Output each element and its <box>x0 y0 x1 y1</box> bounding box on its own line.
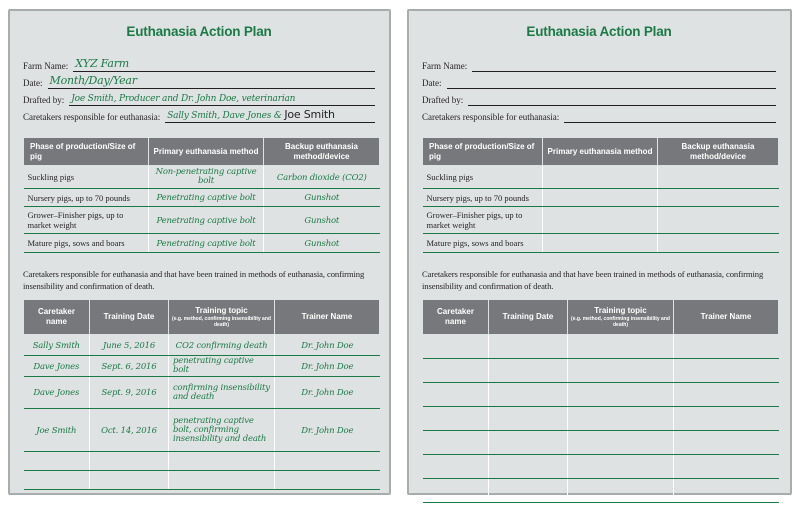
caretaker-cell[interactable] <box>423 359 489 383</box>
drafted-by-line[interactable] <box>468 91 776 106</box>
training-date-header: Training Date <box>90 300 169 335</box>
trainer-cell[interactable] <box>275 335 380 356</box>
date-value: Sept. 9, 2016 <box>101 388 157 398</box>
caretaker-value: Sally Smith <box>32 340 80 351</box>
backup-value: Gunshot <box>304 238 340 249</box>
table-row <box>423 431 779 455</box>
caretaker-cell[interactable] <box>423 479 489 503</box>
backup-cell[interactable] <box>264 189 380 207</box>
backup-cell[interactable] <box>658 166 779 189</box>
primary-header: Primary euthanasia method <box>543 138 658 166</box>
caretakers-field <box>23 106 375 123</box>
backup-cell[interactable] <box>264 166 380 189</box>
trainer-name-header: Trainer Name <box>674 300 779 335</box>
caretakers-value <box>167 108 335 121</box>
table-row <box>24 234 380 253</box>
backup-value: Carbon dioxide (CO2) <box>276 172 367 183</box>
date-cell[interactable] <box>489 359 568 383</box>
table-row <box>24 452 380 471</box>
form-title: Euthanasia Action Plan <box>126 24 272 39</box>
backup-value: Gunshot <box>304 193 340 203</box>
trainer-cell[interactable] <box>674 335 779 359</box>
phase-header: Phase of production/Size of pig <box>24 138 149 166</box>
date-cell[interactable] <box>489 407 568 431</box>
trained-caretakers-text: Caretakers responsible for euthanasia and that have been trained in methods of euthanasia, confirming insensibility and confirmation of death. <box>422 269 764 291</box>
drafted-by-field <box>23 89 375 106</box>
phase-cell: Mature pigs, sows and boars <box>24 234 149 253</box>
header-fields <box>422 55 776 123</box>
phase-cell: Grower–Finisher pigs, up to market weight <box>423 207 543 234</box>
caretaker-name-header: Caretaker name <box>423 300 489 335</box>
table-row <box>423 166 779 189</box>
filled-action-plan-form <box>8 9 391 495</box>
topic-cell[interactable] <box>169 356 275 377</box>
training-topic-header <box>169 300 275 335</box>
primary-value: Penetrating captive bolt <box>156 193 256 203</box>
farm-name-line[interactable] <box>472 57 776 72</box>
topic-cell[interactable] <box>169 335 275 356</box>
primary-cell[interactable] <box>149 207 264 234</box>
caretaker-value: Joe Smith <box>36 425 77 436</box>
trainer-cell[interactable] <box>275 377 380 409</box>
primary-cell[interactable] <box>543 166 658 189</box>
topic-cell[interactable] <box>169 452 275 471</box>
drafted-by-value: Joe Smith, Producer and Dr. John Doe, veterinarian <box>71 94 296 104</box>
primary-cell[interactable] <box>543 234 658 253</box>
training-header-row <box>423 300 779 335</box>
caretaker-cell[interactable] <box>423 455 489 479</box>
header-fields <box>23 55 375 123</box>
methods-header-row <box>24 138 380 166</box>
topic-cell[interactable] <box>568 383 674 407</box>
date-cell[interactable] <box>489 383 568 407</box>
trainer-value: Dr. John Doe <box>301 425 354 436</box>
primary-value: Penetrating captive bolt <box>156 238 256 249</box>
table-row <box>423 383 779 407</box>
caretaker-cell[interactable] <box>24 471 90 490</box>
table-row <box>24 356 380 377</box>
training-topic-subtitle: (e.g. method, confirming insensibility and death) <box>172 316 271 328</box>
table-row <box>24 207 380 234</box>
training-table <box>422 299 779 503</box>
primary-value: Non-penetrating captive bolt <box>155 167 257 186</box>
date-value: Sept. 6, 2016 <box>101 361 157 372</box>
date-cell[interactable] <box>90 471 169 490</box>
phase-cell: Mature pigs, sows and boars <box>423 234 543 253</box>
trainer-cell[interactable] <box>275 452 380 471</box>
table-row <box>24 189 380 207</box>
training-topic-subtitle: (e.g. method, confirming insensibility and death) <box>571 316 670 328</box>
methods-table <box>23 137 380 253</box>
farm-name-value: XYZ Farm <box>75 57 130 70</box>
backup-header: Backup euthanasia method/device <box>658 138 779 166</box>
training-topic-title: Training topic <box>195 306 248 315</box>
trainer-value: Dr. John Doe <box>301 388 354 398</box>
caretakers-value-extra: Joe Smith <box>284 108 335 121</box>
table-row <box>24 166 380 189</box>
primary-cell[interactable] <box>543 207 658 234</box>
topic-value: penetrating captive bolt, confirming insensibility and death <box>173 415 267 444</box>
topic-value: CO2 confirming death <box>175 340 268 351</box>
primary-cell[interactable] <box>149 189 264 207</box>
date-cell[interactable] <box>90 377 169 409</box>
trainer-value: Dr. John Doe <box>301 340 354 351</box>
date-label: Date: <box>422 78 442 88</box>
form-title: Euthanasia Action Plan <box>526 24 672 39</box>
drafted-by-field <box>422 89 776 106</box>
table-row <box>423 407 779 431</box>
table-row <box>423 234 779 253</box>
topic-cell[interactable] <box>568 407 674 431</box>
caretakers-value-main: Sally Smith, Dave Jones & <box>167 111 282 121</box>
caretaker-cell[interactable] <box>423 431 489 455</box>
caretakers-field <box>422 106 776 123</box>
caretaker-cell[interactable] <box>423 383 489 407</box>
methods-header-row <box>423 138 779 166</box>
caretakers-label: Caretakers responsible for euthanasia: <box>422 112 560 122</box>
farm-name-label: Farm Name: <box>422 61 468 71</box>
drafted-by-label: Drafted by: <box>23 95 65 105</box>
caretaker-value: Dave Jones <box>33 388 80 398</box>
primary-cell[interactable] <box>149 234 264 253</box>
primary-header: Primary euthanasia method <box>149 138 264 166</box>
methods-table <box>422 137 779 253</box>
date-line[interactable] <box>48 74 376 89</box>
primary-cell[interactable] <box>149 166 264 189</box>
date-cell[interactable] <box>489 479 568 503</box>
caretaker-cell[interactable] <box>423 407 489 431</box>
drafted-by-label: Drafted by: <box>422 95 464 105</box>
topic-cell[interactable] <box>169 409 275 452</box>
date-cell[interactable] <box>489 455 568 479</box>
table-row <box>24 409 380 452</box>
trainer-cell[interactable] <box>674 479 779 503</box>
training-topic-title: Training topic <box>594 306 647 315</box>
topic-cell[interactable] <box>568 431 674 455</box>
date-field <box>23 72 375 89</box>
trained-caretakers-text: Caretakers responsible for euthanasia and that have been trained in methods of euthanasia, confirming insensibility and confirmation of death. <box>23 269 365 291</box>
table-row <box>423 335 779 359</box>
caretaker-cell[interactable] <box>24 356 90 377</box>
caretaker-cell[interactable] <box>24 452 90 471</box>
backup-cell[interactable] <box>658 234 779 253</box>
topic-value: confirming insensibility and death <box>173 382 270 402</box>
topic-cell[interactable] <box>568 359 674 383</box>
caretaker-cell[interactable] <box>423 335 489 359</box>
caretakers-line[interactable] <box>564 108 776 123</box>
caretaker-name-header: Caretaker name <box>24 300 90 335</box>
primary-cell[interactable] <box>543 189 658 207</box>
training-date-header: Training Date <box>489 300 568 335</box>
table-row <box>423 207 779 234</box>
trainer-cell[interactable] <box>275 409 380 452</box>
caretaker-cell[interactable] <box>24 335 90 356</box>
table-row <box>423 479 779 503</box>
caretakers-label: Caretakers responsible for euthanasia: <box>23 112 161 122</box>
date-cell[interactable] <box>90 452 169 471</box>
backup-cell[interactable] <box>264 234 380 253</box>
backup-value: Gunshot <box>304 215 340 226</box>
caretaker-cell[interactable] <box>24 409 90 452</box>
table-row <box>423 189 779 207</box>
date-value: Month/Day/Year <box>49 74 137 87</box>
backup-cell[interactable] <box>658 189 779 207</box>
caretaker-cell[interactable] <box>24 377 90 409</box>
trainer-cell[interactable] <box>674 359 779 383</box>
training-header-row <box>24 300 380 335</box>
trainer-cell[interactable] <box>275 356 380 377</box>
date-cell[interactable] <box>90 356 169 377</box>
date-value: Oct. 14, 2016 <box>101 425 157 436</box>
trainer-name-header: Trainer Name <box>275 300 380 335</box>
blank-action-plan-form <box>407 9 792 495</box>
topic-cell[interactable] <box>568 335 674 359</box>
farm-name-line[interactable] <box>73 57 375 72</box>
table-row <box>423 455 779 479</box>
trainer-value: Dr. John Doe <box>301 361 354 372</box>
date-line[interactable] <box>447 74 777 89</box>
farm-name-field <box>422 55 776 72</box>
phase-cell: Suckling pigs <box>24 166 149 189</box>
date-value: June 5, 2016 <box>102 340 156 351</box>
phase-header: Phase of production/Size of pig <box>423 138 543 166</box>
phase-cell: Suckling pigs <box>423 166 543 189</box>
date-cell[interactable] <box>90 409 169 452</box>
date-cell[interactable] <box>489 335 568 359</box>
backup-cell[interactable] <box>658 207 779 234</box>
date-cell[interactable] <box>90 335 169 356</box>
phase-cell: Nursery pigs, up to 70 pounds <box>423 189 543 207</box>
table-row <box>423 359 779 383</box>
trainer-cell[interactable] <box>674 407 779 431</box>
drafted-by-line[interactable] <box>69 91 375 106</box>
topic-cell[interactable] <box>568 455 674 479</box>
backup-header: Backup euthanasia method/device <box>264 138 380 166</box>
trainer-cell[interactable] <box>674 431 779 455</box>
topic-cell[interactable] <box>169 377 275 409</box>
farm-name-field <box>23 55 375 72</box>
table-row <box>24 335 380 356</box>
phase-cell: Nursery pigs, up to 70 pounds <box>24 189 149 207</box>
table-row <box>24 377 380 409</box>
date-field <box>422 72 776 89</box>
phase-cell: Grower–Finisher pigs, up to market weight <box>24 207 149 234</box>
trainer-cell[interactable] <box>674 455 779 479</box>
training-topic-header <box>568 300 674 335</box>
trainer-cell[interactable] <box>275 471 380 490</box>
topic-cell[interactable] <box>169 471 275 490</box>
topic-value: penetrating captive bolt <box>173 356 254 375</box>
topic-cell[interactable] <box>568 479 674 503</box>
farm-name-label: Farm Name: <box>23 61 69 71</box>
trainer-cell[interactable] <box>674 383 779 407</box>
training-table <box>23 299 380 490</box>
date-label: Date: <box>23 78 43 88</box>
caretakers-line[interactable] <box>165 108 375 123</box>
caretaker-value: Dave Jones <box>33 361 80 372</box>
primary-value: Penetrating captive bolt <box>156 215 256 226</box>
table-row <box>24 471 380 490</box>
date-cell[interactable] <box>489 431 568 455</box>
backup-cell[interactable] <box>264 207 380 234</box>
